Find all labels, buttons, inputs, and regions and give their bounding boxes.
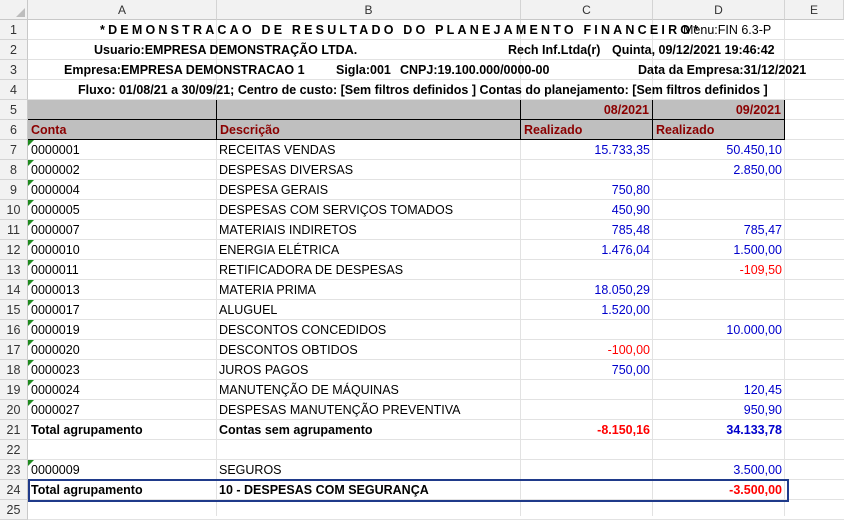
total-agrupamento-desc-2: 10 - DESPESAS COM SEGURANÇA	[219, 483, 429, 497]
table-row-value-c: 750,00	[611, 363, 650, 377]
row-header-23[interactable]: 23	[0, 460, 28, 480]
table-row-desc: DESPESAS DIVERSAS	[219, 163, 354, 177]
total-agrupamento-desc: Contas sem agrupamento	[219, 423, 373, 437]
table-row-value-d	[653, 200, 782, 220]
row-header-17[interactable]: 17	[0, 340, 28, 360]
cell-grid[interactable]	[28, 20, 844, 516]
total-agrupamento-label: Total agrupamento	[31, 423, 143, 437]
total-value-d: 34.133,78	[726, 423, 782, 437]
table-row-value-d: 50.450,10	[726, 143, 782, 157]
table-row-desc: DESPESAS MANUTENÇÃO PREVENTIVA	[219, 403, 461, 417]
row-header-11[interactable]: 11	[0, 220, 28, 240]
report-title: *DEMONSTRACAO DE RESULTADO DO PLANEJAMENTO FINANCEIRO*	[100, 23, 702, 37]
table-row-conta: 0000024	[31, 383, 80, 397]
row-header-10[interactable]: 10	[0, 200, 28, 220]
descricao-header: Descrição	[217, 120, 521, 140]
row-header-20[interactable]: 20	[0, 400, 28, 420]
table-row-value-c	[521, 260, 650, 280]
row-header-8[interactable]: 8	[0, 160, 28, 180]
table-row-value-c: 18.050,29	[594, 283, 650, 297]
table-row-value-d	[653, 360, 782, 380]
row-header-2[interactable]: 2	[0, 40, 28, 60]
row-header-21[interactable]: 21	[0, 420, 28, 440]
row-header-24[interactable]: 24	[0, 480, 28, 500]
table-row-conta: 0000004	[31, 183, 80, 197]
column-header-c[interactable]: C	[521, 0, 653, 20]
table-row-value-d: 3.500,00	[733, 463, 782, 477]
cnpj-label: CNPJ:19.100.000/0000-00	[400, 63, 550, 77]
empresa-label: Empresa:EMPRESA DEMONSTRACAO 1	[64, 63, 305, 77]
menu-code: Menu:FIN 6.3-P	[683, 23, 772, 37]
table-row-value-d: 785,47	[743, 223, 782, 237]
row-header-22[interactable]: 22	[0, 440, 28, 460]
table-row-conta: 0000011	[31, 263, 79, 277]
table-row-desc: DESCONTOS CONCEDIDOS	[219, 323, 387, 337]
row-header-13[interactable]: 13	[0, 260, 28, 280]
data-empresa-label: Data da Empresa:31/12/2021	[638, 63, 807, 77]
row-header-12[interactable]: 12	[0, 240, 28, 260]
table-row-conta: 0000023	[31, 363, 80, 377]
fluxo-label: Fluxo: 01/08/21 a 30/09/21; Centro de custo: [Sem filtros definidos ] Contas do planejamento: [Sem filtros definidos ]	[78, 83, 768, 97]
selected-range[interactable]	[28, 479, 789, 502]
table-row-value-d: 2.850,00	[733, 163, 782, 177]
table-row-value-d	[653, 280, 782, 300]
row-header-7[interactable]: 7	[0, 140, 28, 160]
table-row-value-d: -109,50	[739, 263, 782, 277]
table-row-conta: 0000013	[31, 283, 80, 297]
table-row-value-c: 1.520,00	[601, 303, 650, 317]
realizado-header-d: Realizado	[653, 120, 785, 140]
row-header-6[interactable]: 6	[0, 120, 28, 140]
table-row-conta: 0000005	[31, 203, 80, 217]
row-header-25[interactable]: 25	[0, 500, 28, 520]
row-header-3[interactable]: 3	[0, 60, 28, 80]
column-header-e[interactable]: E	[785, 0, 844, 20]
table-row-value-d: 1.500,00	[733, 243, 782, 257]
table-row-conta: 0000001	[31, 143, 80, 157]
table-row-desc: RETIFICADORA DE DESPESAS	[219, 263, 404, 277]
total-agrupamento-label-2: Total agrupamento	[31, 483, 143, 497]
row-header-19[interactable]: 19	[0, 380, 28, 400]
rech-label: Rech Inf.Ltda(r)	[508, 43, 601, 57]
datetime-label: Quinta, 09/12/2021 19:46:42	[612, 43, 775, 57]
table-row-value-c: 785,48	[611, 223, 650, 237]
table-row-desc: SEGUROS	[219, 463, 282, 477]
table-row-value-c	[521, 160, 650, 180]
total-value-c: -8.150,16	[597, 423, 650, 437]
row-header-5[interactable]: 5	[0, 100, 28, 120]
usuario-label: Usuario:EMPRESA DEMONSTRAÇÃO LTDA.	[94, 43, 358, 57]
table-row-value-c: 1.476,04	[601, 243, 650, 257]
row-header-1[interactable]: 1	[0, 20, 28, 40]
table-row-value-c: 15.733,35	[594, 143, 650, 157]
row-header-18[interactable]: 18	[0, 360, 28, 380]
total-value-d-2: -3.500,00	[729, 483, 782, 497]
table-row-value-d: 950,90	[743, 403, 782, 417]
table-row-value-c: 750,80	[611, 183, 650, 197]
gridline-col	[784, 20, 785, 516]
table-row-desc: JUROS PAGOS	[219, 363, 309, 377]
sigla-label: Sigla:001	[336, 63, 391, 77]
header-cell-a5	[28, 100, 217, 120]
conta-header: Conta	[28, 120, 217, 140]
table-row-value-c: -100,00	[607, 343, 650, 357]
month-header-c: 08/2021	[521, 100, 653, 120]
table-row-conta: 0000020	[31, 343, 80, 357]
column-header-a[interactable]: A	[28, 0, 217, 20]
table-row-conta: 0000010	[31, 243, 80, 257]
table-row-desc: MANUTENÇÃO DE MÁQUINAS	[219, 383, 399, 397]
column-header-d[interactable]: D	[653, 0, 785, 20]
table-row-conta: 0000002	[31, 163, 80, 177]
table-row-desc: MATERIA PRIMA	[219, 283, 317, 297]
table-row-desc: MATERIAIS INDIRETOS	[219, 223, 357, 237]
table-row-conta: 0000007	[31, 223, 80, 237]
table-row-desc: DESCONTOS OBTIDOS	[219, 343, 358, 357]
table-row-value-c	[521, 320, 650, 340]
column-header-b[interactable]: B	[217, 0, 521, 20]
row-header-4[interactable]: 4	[0, 80, 28, 100]
row-header-16[interactable]: 16	[0, 320, 28, 340]
table-row-conta: 0000019	[31, 323, 80, 337]
table-row-desc: ENERGIA ELÉTRICA	[219, 243, 340, 257]
month-header-d: 09/2021	[653, 100, 785, 120]
row-header-14[interactable]: 14	[0, 280, 28, 300]
table-row-value-d	[653, 300, 782, 320]
header-cell-b5	[217, 100, 521, 120]
table-row-value-d	[653, 340, 782, 360]
realizado-header-c: Realizado	[521, 120, 653, 140]
table-row-conta: 0000017	[31, 303, 80, 317]
table-row-desc: ALUGUEL	[219, 303, 278, 317]
table-row-conta: 0000027	[31, 403, 80, 417]
table-row-value-c: 450,90	[611, 203, 650, 217]
table-row-value-d: 10.000,00	[726, 323, 782, 337]
select-all-corner[interactable]	[0, 0, 28, 20]
table-row-value-d	[653, 180, 782, 200]
table-row-value-c	[521, 380, 650, 400]
table-row-conta: 0000009	[31, 463, 80, 477]
row-header-15[interactable]: 15	[0, 300, 28, 320]
row-header-9[interactable]: 9	[0, 180, 28, 200]
table-row-value-d: 120,45	[743, 383, 782, 397]
table-row-desc: RECEITAS VENDAS	[219, 143, 336, 157]
table-row-value-c	[521, 400, 650, 420]
table-row-desc: DESPESA GERAIS	[219, 183, 329, 197]
table-row-desc: DESPESAS COM SERVIÇOS TOMADOS	[219, 203, 454, 217]
